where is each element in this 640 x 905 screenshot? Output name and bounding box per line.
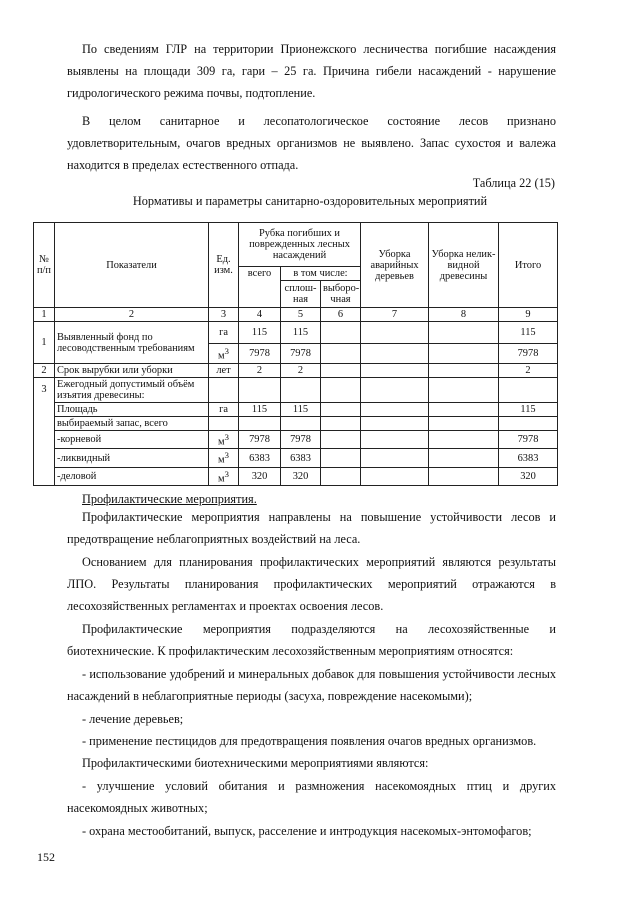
table-row [34, 378, 558, 403]
intro-paragraph-1: По сведениям ГЛР на территории Прионежского лесничества погибшие насаждения выявлены на площади 309 га, гари – 25 га. Причина гибели насаждений - нарушение гидрологического режима почвы, подтопление. [67, 42, 556, 100]
list-item: - охрана местообитаний, выпуск, расселение и интродукция насекомых-энтомофагов; [82, 824, 532, 838]
sanitary-measures-table [33, 222, 558, 486]
row-clear: 115 [281, 403, 321, 417]
row-unit: га [209, 403, 239, 417]
header-selective-felling: выборо-чная [321, 281, 361, 308]
row-unit: лет [209, 364, 239, 378]
column-number: 2 [55, 308, 209, 322]
table-row [34, 417, 558, 431]
table-title: Нормативы и параметры санитарно-оздоровительных мероприятий [132, 194, 488, 208]
row-illiquid [429, 322, 499, 344]
list-item: - улучшение условий обитания и размножения насекомоядных птиц и других насекомоядных животных; [67, 779, 556, 815]
header-total: всего [239, 267, 281, 308]
row-sum: 115 [499, 322, 558, 344]
row-sum: 6383 [499, 449, 558, 467]
row-unit: га [209, 322, 239, 344]
row-selective [321, 322, 361, 344]
column-number: 3 [209, 308, 239, 322]
row-sum: 115 [499, 403, 558, 417]
row-sum: 7978 [499, 431, 558, 449]
intro-paragraph-2: В целом санитарное и лесопатологическое состояние лесов признано удовлетворительным, очагов вредных организмов не выявлено. Запас сухостоя и валежа находится в пределах естественного отпада. [67, 114, 556, 172]
row-selective [321, 364, 361, 378]
row-total: 115 [239, 403, 281, 417]
prophylaxis-paragraph-1: Профилактические мероприятия направлены на повышение устойчивости лесов и предотвращение неблагоприятных воздействий на леса. [67, 510, 556, 546]
column-number: 9 [499, 308, 558, 322]
row-total: 2 [239, 364, 281, 378]
column-number: 7 [361, 308, 429, 322]
row-unit: $м^3$ [209, 467, 239, 485]
header-clear-felling: сплош-ная [281, 281, 321, 308]
row-clear: 7978 [281, 344, 321, 364]
row-number: 3 [34, 378, 55, 486]
row-total: 115 [239, 322, 281, 344]
row-sum: 320 [499, 467, 558, 485]
row-indicator: Срок вырубки или уборки [55, 364, 209, 378]
row-number: 2 [34, 364, 55, 378]
list-item: - использование удобрений и минеральных добавок для повышения устойчивости лесных насаждений в неблагоприятные периоды (засуха, повреждение насекомыми); [67, 667, 556, 703]
column-number: 4 [239, 308, 281, 322]
row-indicator: Выявленный фонд по лесоводственным требованиям [55, 322, 209, 364]
header-unit: Ед. изм. [209, 223, 239, 308]
table-row [34, 431, 558, 449]
row-sum: 7978 [499, 344, 558, 364]
row-unit: $м^3$ [209, 344, 239, 364]
row-emergency [361, 322, 429, 344]
row-illiquid [429, 364, 499, 378]
column-number: 8 [429, 308, 499, 322]
table-row [34, 467, 558, 485]
table-row [34, 364, 558, 378]
page-number: 152 [37, 850, 55, 864]
table-row [34, 403, 558, 417]
table-label: Таблица 22 (15) [472, 176, 555, 190]
row-sum: 2 [499, 364, 558, 378]
row-indicator: Площадь [55, 403, 209, 417]
header-num: № п/п [34, 223, 55, 308]
row-clear: 115 [281, 322, 321, 344]
row-clear: 7978 [281, 431, 321, 449]
row-indicator: -деловой [55, 467, 209, 485]
table-row [34, 322, 558, 344]
prophylaxis-paragraph-4: Профилактическими биотехническими мероприятиями являются: [82, 756, 429, 770]
prophylaxis-paragraph-2: Основанием для планирования профилактических мероприятий являются результаты ЛПО. Результаты планирования профилактических мероприятий отражаются в лесохозяйственных регламентах и проектах освоения лесов. [67, 555, 556, 613]
row-number: 1 [34, 322, 55, 364]
row-total: 6383 [239, 449, 281, 467]
column-number: 6 [321, 308, 361, 322]
row-indicator: выбираемый запас, всего [55, 417, 209, 431]
row-emergency [361, 344, 429, 364]
row-clear: 6383 [281, 449, 321, 467]
row-unit: $м^3$ [209, 431, 239, 449]
row-indicator: -ликвидный [55, 449, 209, 467]
row-indicator: -корневой [55, 431, 209, 449]
header-including: в том числе: [281, 267, 361, 281]
row-illiquid [429, 344, 499, 364]
header-felling: Рубка погибших и поврежденных лесных насаждений [239, 223, 361, 267]
row-clear: 2 [281, 364, 321, 378]
row-emergency [361, 364, 429, 378]
header-sum: Итого [499, 223, 558, 308]
table-row [34, 449, 558, 467]
row-unit: $м^3$ [209, 449, 239, 467]
list-item: - применение пестицидов для предотвращения появления очагов вредных организмов. [82, 734, 537, 748]
prophylaxis-paragraph-3: Профилактические мероприятия подразделяются на лесохозяйственные и биотехнические. К профилактическим лесохозяйственным мероприятиям относятся: [67, 622, 556, 658]
header-illiquid-wood: Уборка нелик-видной древесины [429, 223, 499, 308]
row-clear: 320 [281, 467, 321, 485]
section-heading: Профилактические мероприятия. [82, 492, 257, 506]
column-number: 5 [281, 308, 321, 322]
row-total: 7978 [239, 344, 281, 364]
column-number: 1 [34, 308, 55, 322]
row-selective [321, 344, 361, 364]
row-total: 320 [239, 467, 281, 485]
header-emergency-trees: Уборка аварийных деревьев [361, 223, 429, 308]
row-indicator: Ежегодный допустимый объём изъятия древесины: [55, 378, 209, 403]
header-indicators: Показатели [55, 223, 209, 308]
list-item: - лечение деревьев; [82, 712, 184, 726]
row-total: 7978 [239, 431, 281, 449]
